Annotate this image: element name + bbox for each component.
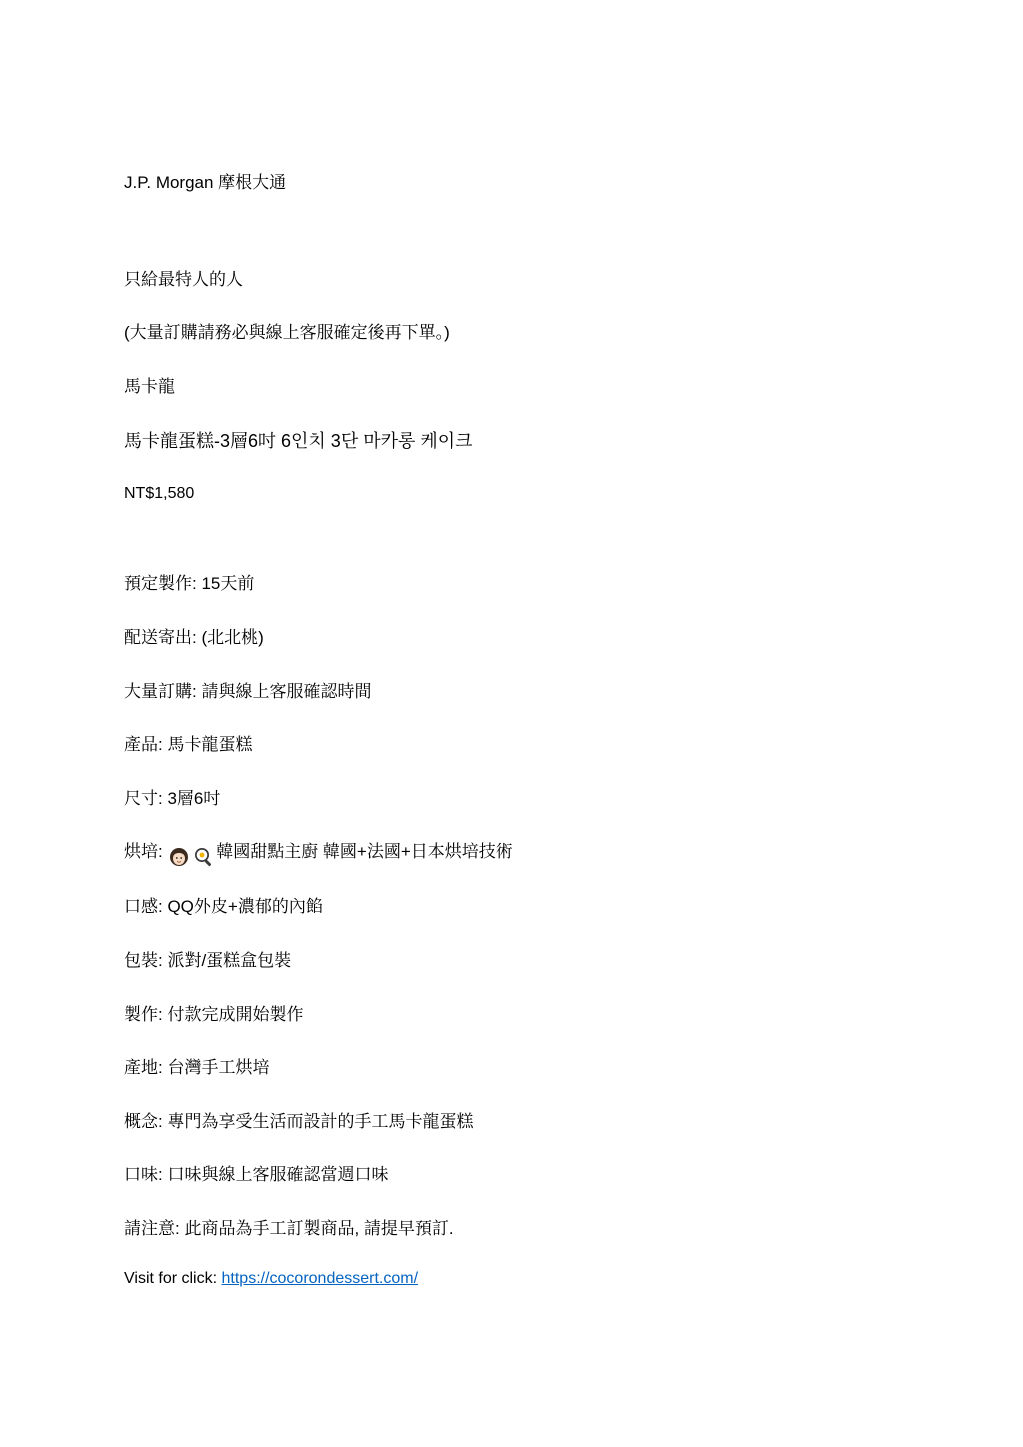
- detail-row-preorder: [124, 573, 254, 595]
- detail-label: 預定製作:: [124, 574, 197, 593]
- detail-label: 尺寸:: [124, 789, 163, 808]
- detail-label: 產地:: [124, 1058, 163, 1077]
- detail-row-packaging: [124, 950, 291, 972]
- detail-label: 包裝:: [124, 951, 163, 970]
- product-category: 馬卡龍: [124, 377, 175, 396]
- detail-label: 產品:: [124, 735, 163, 754]
- detail-row-size: [124, 788, 220, 810]
- detail-row-baking: [124, 841, 513, 867]
- detail-value: 3層6吋: [162, 789, 221, 808]
- detail-row-texture: [124, 896, 323, 918]
- frying-pan-icon: [194, 847, 214, 867]
- detail-label: 請注意:: [124, 1219, 180, 1238]
- detail-row-bulk-order: [124, 681, 371, 703]
- detail-label: 概念:: [124, 1112, 163, 1131]
- detail-row-product: [124, 734, 252, 756]
- detail-label: 大量訂購:: [124, 682, 197, 701]
- visit-line: [124, 1268, 418, 1290]
- detail-label: 口味:: [124, 1165, 163, 1184]
- detail-value: 韓國甜點主廚 韓國+法國+日本烘培技術: [216, 842, 513, 861]
- product-price: NT$1,580: [124, 485, 195, 502]
- detail-value: 派對/蛋糕盒包裝: [162, 951, 292, 970]
- visit-label: Visit for click:: [124, 1270, 222, 1287]
- detail-value: 馬卡龍蛋糕: [162, 735, 253, 754]
- detail-row-flavor: [124, 1164, 388, 1186]
- detail-value: 口味與線上客服確認當週口味: [162, 1165, 389, 1184]
- detail-row-concept: [124, 1111, 473, 1133]
- detail-value: 付款完成開始製作: [162, 1005, 304, 1024]
- woman-face-icon: [169, 847, 189, 867]
- detail-label: 口感:: [124, 897, 163, 916]
- detail-value: 15天前: [196, 574, 255, 593]
- detail-row-delivery: [124, 627, 264, 649]
- tagline: 只給最特人的人: [124, 270, 243, 289]
- detail-value: (北北桃): [196, 628, 264, 647]
- website-link[interactable]: https://cocorondessert.com/: [221, 1270, 419, 1287]
- detail-label: 製作:: [124, 1005, 163, 1024]
- detail-row-production: [124, 1004, 303, 1026]
- bulk-order-note: (大量訂購請務必與線上客服確定後再下單。): [124, 323, 450, 342]
- detail-row-origin: [124, 1057, 269, 1079]
- detail-value: 此商品為手工訂製商品, 請提早預訂.: [179, 1219, 454, 1238]
- detail-row-notice: [124, 1218, 454, 1240]
- detail-label: 烘培:: [124, 842, 163, 861]
- baking-icons: [169, 845, 214, 867]
- document-title: J.P. Morgan 摩根大通: [124, 173, 287, 192]
- detail-value: 台灣手工烘培: [162, 1058, 270, 1077]
- detail-value: QQ外皮+濃郁的內餡: [162, 897, 323, 916]
- detail-value: 請與線上客服確認時間: [196, 682, 372, 701]
- detail-label: 配送寄出:: [124, 628, 197, 647]
- product-name: 馬卡龍蛋糕-3層6吋 6인치 3단 마카롱 케이크: [124, 431, 473, 451]
- detail-value: 專門為享受生活而設計的手工馬卡龍蛋糕: [162, 1112, 474, 1131]
